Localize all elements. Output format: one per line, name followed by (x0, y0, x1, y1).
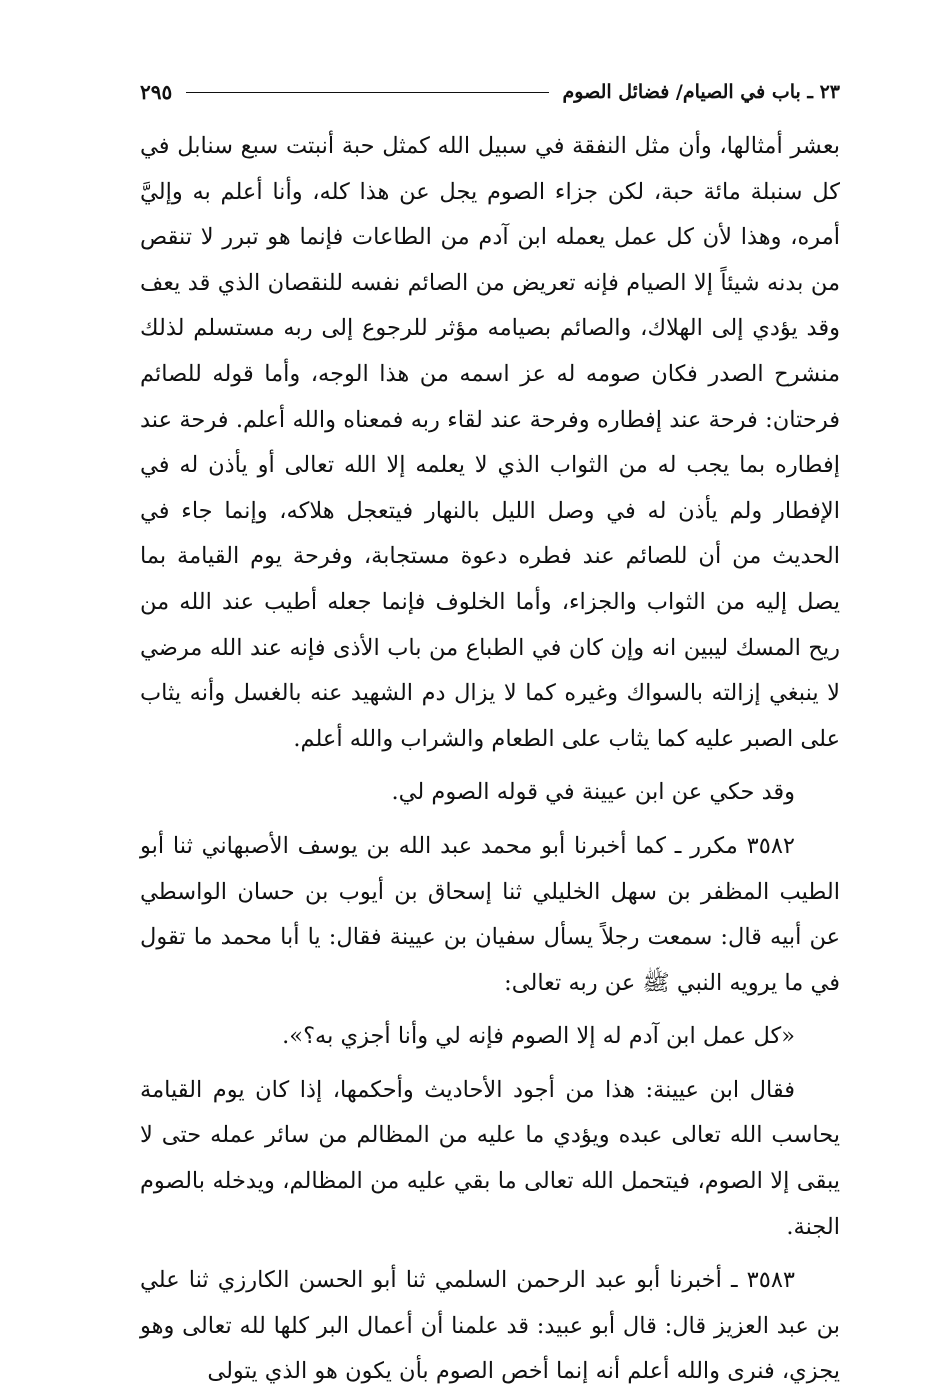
paragraph-ibn-uyayna-note: وقد حكي عن ابن عيينة في قوله الصوم لي. (391, 779, 795, 806)
paragraph-commentary: بعشر أمثالها، وأن مثل النفقة في سبيل الله كمثل حبة أنبتت سبع سنابل في كل سنبلة مائة حبة، لكن جزاء الصوم يجل عن هذا كله، وأنا أعلم به وإليَّ أمره، وهذا لأن كل عمل يعمله ابن آدم من الطاعات فإنما هو تبرر لا تنقص من بدنه شيئاً إلا الصيام فإنه تعريض من الصائم نفسه للنقصان الذي قد يعف وقد يؤدي إلى الهلاك، والصائم بصيامه مؤثر للرجوع إلى ربه مستسلم لذلك منشرح الصدر فكان صومه له عز اسمه من هذا الوجه، وأما قوله للصائم فرحتان: فرحة عند إفطاره وفرحة عند لقاء ربه فمعناه والله أعلم. فرحة عند إفطاره بما يجب له من الثواب الذي لا يعلمه إلا الله تعالى أو يأذن له في الإفطار ولم يأذن له في وصل الليل بالنهار فيتعجل هلاكه، وإنما جاء في الحديث من أن للصائم عند فطره دعوة مستجابة، وفرحة يوم القيامة بما يصل إليه من الثواب والجزاء، وأما الخلوف فإنما جعله أطيب عند الله من ريح المسك ليبين انه وإن كان في الطباع من باب الأذى فإنه عند الله مرضي لا ينبغي إزالته بالسواك وغيره كما لا يزال دم الشهيد عنه بالغسل وأنه يثاب على الصبر عليه كما يثاب على الطعام والشراب والله أعلم. (140, 133, 840, 752)
paragraph-hadith-3582: ٣٥٨٢ مكرر ـ كما أخبرنا أبو محمد عبد الله بن يوسف الأصبهاني ثنا أبو الطيب المظفر بن سهل الخليلي ثنا إسحاق بن أيوب بن حسان الواسطي عن أبيه قال: سمعت رجلاً يسأل سفيان بن عيينة فقال: يا أبا محمد ما تقول في ما يرويه النبي ﷺ عن ربه تعالى: (140, 832, 840, 996)
paragraph-hadith-quote: «كل عمل ابن آدم له إلا الصوم فإنه لي وأنا أجزي به؟». (282, 1023, 795, 1050)
paragraph-hadith-3583: ٣٥٨٣ ـ أخبرنا أبو عبد الرحمن السلمي ثنا أبو الحسن الكارزي ثنا علي بن عبد العزيز قال: قال أبو عبيد: قد علمنا أن أعمال البر كلها لله تعالى وهو يجزي، فنرى والله أعلم أنه إنما أخص الصوم بأن يكون هو الذي يتولى (140, 1267, 840, 1385)
header-rule (186, 92, 548, 93)
page-number: ٢٩٥ (140, 80, 173, 104)
running-header (140, 72, 840, 112)
header-title: ٢٣ ـ باب في الصيام/ فضائل الصوم (562, 81, 840, 103)
body-text (140, 124, 840, 1395)
paragraph-ibn-uyayna-answer: فقال ابن عيينة: هذا من أجود الأحاديث وأحكمها، إذا كان يوم القيامة يحاسب الله تعالى عبده ويؤدي ما عليه من المظالم من سائر عمله حتى لا يبقى إلا الصوم، فيتحمل الله تعالى ما بقي عليه من المظالم، ويدخله بالصوم الجنة. (140, 1076, 840, 1240)
